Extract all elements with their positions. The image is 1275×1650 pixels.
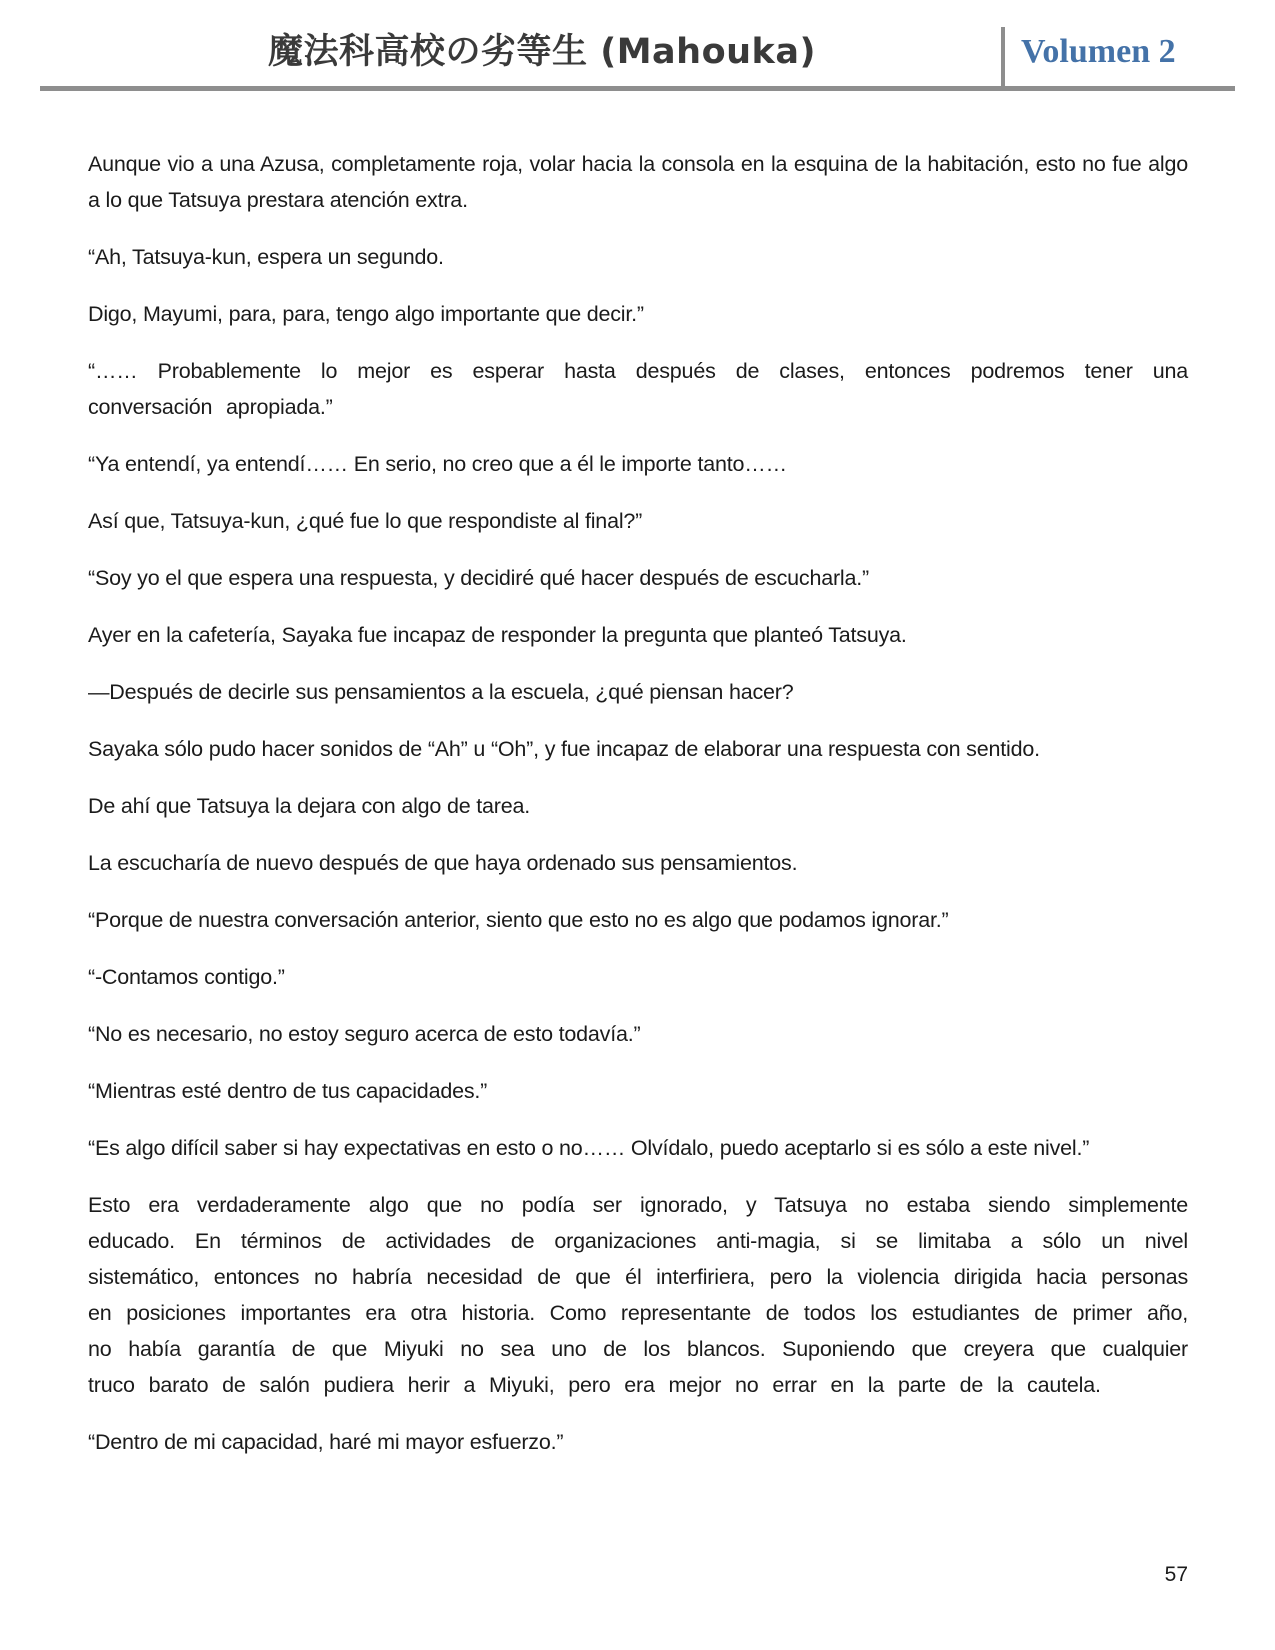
- paragraph: “-Contamos contigo.”: [88, 965, 285, 989]
- paragraph: Así que, Tatsuya-kun, ¿qué fue lo que respondiste al final?”: [88, 509, 643, 533]
- paragraph: Aunque vio a una Azusa, completamente roja, volar hacia la consola en la esquina de la habitación, esto no fue algo a lo que Tatsuya prestara atención extra.: [88, 152, 1188, 212]
- paragraph: “Ya entendí, ya entendí…… En serio, no creo que a él le importe tanto……: [88, 452, 787, 476]
- paragraph: Sayaka sólo pudo hacer sonidos de “Ah” u “Oh”, y fue incapaz de elaborar una respuesta con sentido.: [88, 737, 1040, 761]
- paragraph: —Después de decirle sus pensamientos a la escuela, ¿qué piensan hacer?: [88, 680, 794, 704]
- header-horizontal-rule: [40, 86, 1235, 91]
- paragraph: “Soy yo el que espera una respuesta, y decidiré qué hacer después de escucharla.”: [88, 566, 869, 590]
- paragraph: “Mientras esté dentro de tus capacidades.”: [88, 1079, 488, 1103]
- paragraph: De ahí que Tatsuya la dejara con algo de tarea.: [88, 794, 531, 818]
- paragraph: “Dentro de mi capacidad, haré mi mayor esfuerzo.”: [88, 1430, 564, 1454]
- body-paragraphs: [88, 146, 1188, 1481]
- paragraph: Esto era verdaderamente algo que no podía ser ignorado, y Tatsuya no estaba siendo simplemente educado. En términos de actividades de organizaciones anti-magia, si se limitaba a sólo un nivel sistemático, entonces no habría necesidad de que él interfiriera, pero la violencia dirigida hacia personas en posiciones importantes era otra historia. Como representante de todos los estudiantes de primer año, no había garantía de que Miyuki no sea uno de los blancos. Suponiendo que creyera que cualquier truco barato de salón pudiera herir a Miyuki, pero era mejor no errar en la parte de la cautela.: [88, 1193, 1188, 1397]
- paragraph: “Ah, Tatsuya-kun, espera un segundo.: [88, 245, 444, 269]
- paragraph: “Porque de nuestra conversación anterior, siento que esto no es algo que podamos ignorar.”: [88, 908, 949, 932]
- paragraph: La escucharía de nuevo después de que haya ordenado sus pensamientos.: [88, 851, 798, 875]
- page-number: 57: [1164, 1563, 1188, 1586]
- paragraph: “Es algo difícil saber si hay expectativas en esto o no…… Olvídalo, puedo aceptarlo si es sólo a este nivel.”: [88, 1136, 1090, 1160]
- document-title: 魔法科高校の劣等生 (Mahouka): [268, 32, 816, 72]
- paragraph: “…… Probablemente lo mejor es esperar hasta después de clases, entonces podremos tener una conversación apropiada.”: [88, 359, 1188, 419]
- paragraph: Ayer en la cafetería, Sayaka fue incapaz de responder la pregunta que planteó Tatsuya.: [88, 623, 907, 647]
- volume-label: Volumen 2: [1021, 33, 1176, 70]
- header-vertical-divider: [1001, 27, 1005, 89]
- paragraph: “No es necesario, no estoy seguro acerca de esto todavía.”: [88, 1022, 641, 1046]
- paragraph: Digo, Mayumi, para, para, tengo algo importante que decir.”: [88, 302, 644, 326]
